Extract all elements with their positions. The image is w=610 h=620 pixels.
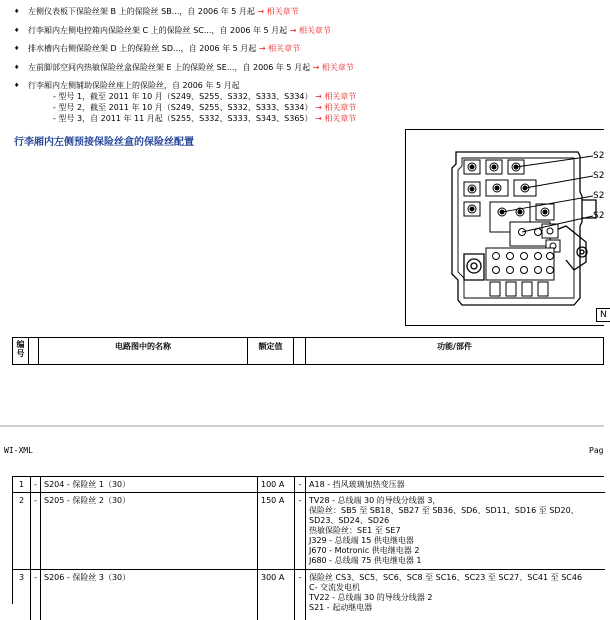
bullet-marker: ♦ [14,8,20,15]
cell-num: 2 [13,493,31,569]
cell-dash: - [31,570,41,620]
arrow-icon: → [289,26,297,35]
function-line: J329 - 总线端 15 供电继电器 [309,536,414,545]
function-line: J680 - 总线端 75 供电继电器 1 [309,556,422,565]
bullet-item [14,25,331,36]
header-name: 电路图中的名称 [39,338,248,364]
cell-name: S205 - 保险丝 2（30） [41,493,258,569]
sub-item [28,102,356,113]
function-line: J670 - Motronic 供电继电器 2 [309,546,420,555]
diagram-id-label: N [596,308,610,322]
fuse-box-drawing [406,130,605,327]
header-rating: 额定值 [248,338,294,364]
arrow-icon: → [312,63,320,72]
arrow-icon: → [258,44,266,53]
bullet-marker: ♦ [14,27,20,34]
cell-dash: - [31,477,41,492]
bullet-item [14,43,300,54]
cell-num: 1 [13,477,31,492]
bullet-text: 行李厢内左侧辅助保险丝座上的保险丝，自 2006 年 5 月起 [28,81,240,90]
bullet-item [14,80,356,124]
sub-item-text: - 型号 3，自 2011 年 11 月起（S255、S332、S333、S343、S365） [53,114,313,123]
function-line: C- 交流发电机 [309,583,361,592]
callout-label: S2 [593,171,605,181]
sub-item [28,91,356,102]
fuse-table [12,476,604,612]
cell-rating: 100 A [258,477,295,492]
related-chapter-link[interactable]: 相关章节 [266,7,299,16]
function-line: 保险丝 CS3、SC5、SC6、SC8 至 SC16、SC23 至 SC27、SC41 至 SC46 [309,573,583,582]
bullet-marker: ♦ [14,45,20,52]
fuse-box-diagram [405,129,607,326]
table-row [13,493,605,570]
related-chapter-link[interactable]: 相关章节 [298,26,331,35]
bullet-marker: ♦ [14,64,20,71]
callout-label: S2 [593,151,605,161]
bullet-text: 左前脚部空间内热敏保险丝盒保险丝架 E 上的保险丝 SE...，自 2006 年 5 月起 [28,63,311,72]
page-separator [0,425,604,427]
cell-dash: - [295,477,306,492]
callout-label: S2 [593,211,605,221]
footer-page: Pag [589,446,604,455]
cell-function [306,570,605,620]
bullet-text: 排水槽内右侧保险丝架 D 上的保险丝 SD...，自 2006 年 5 月起 [28,44,257,53]
cell-dash: - [31,493,41,569]
related-chapter-link[interactable]: 相关章节 [324,103,357,112]
bullet-text: 左侧仪表板下保险丝架 B 上的保险丝 SB...，自 2006 年 5 月起 [28,7,255,16]
bullet-text: 行李厢内左侧电控箱内保险丝架 C 上的保险丝 SC...，自 2006 年 5 月起 [28,26,288,35]
cell-rating: 300 A [258,570,295,620]
cell-name: S206 - 保险丝 3（30） [41,570,258,620]
related-chapter-link[interactable]: 相关章节 [268,44,301,53]
cell-function [306,477,605,492]
related-chapter-link[interactable]: 相关章节 [324,92,357,101]
function-line: TV22 - 总线端 30 的导线分线器 2 [309,593,433,602]
related-chapter-link[interactable]: 相关章节 [321,63,354,72]
header-num: 编号 [13,338,29,364]
arrow-icon: → [315,92,322,101]
arrow-icon: → [257,7,265,16]
header-spacer [294,338,306,364]
function-line: SD23、SD24、SD26 [309,516,390,525]
bullet-item [14,62,354,73]
cell-num: 3 [13,570,31,620]
cell-dash: - [295,493,306,569]
table-row [13,570,605,620]
related-chapter-link[interactable]: 相关章节 [324,114,357,123]
arrow-icon: → [315,114,322,123]
table-header [12,337,604,365]
function-line: 热敏保险丝：SE1 至 SE7 [309,526,401,535]
table-row [13,477,605,493]
header-function: 功能/部件 [306,338,604,364]
arrow-icon: → [315,103,322,112]
function-line: TV28 - 总线端 30 的导线分线器 3， [309,496,441,505]
sub-item-text: - 型号 2，截至 2011 年 10 月（S249、S255、S332、S333、S334） [53,103,313,112]
header-spacer [29,338,39,364]
cell-function [306,493,605,569]
cell-name: S204 - 保险丝 1（30） [41,477,258,492]
cell-dash: - [295,570,306,620]
callout-label: S2 [593,191,605,201]
sub-item-text: - 型号 1，截至 2011 年 10 月（S249、S255、S332、S333、S334） [53,92,313,101]
function-line: 保险丝：SB5 至 SB18、SB27 至 SB36、SD6、SD11、SD16 至 SD20、 [309,506,579,515]
function-line: S21 - 起动继电器 [309,603,373,612]
sub-item [28,113,356,124]
function-line: A18 - 挡风玻璃加热变压器 [309,480,405,489]
bullet-marker: ♦ [14,82,20,89]
cell-rating: 150 A [258,493,295,569]
footer-source: WI-XML [4,446,33,455]
section-title: 行李厢内左侧预接保险丝盒的保险丝配置 [14,137,194,148]
bullet-item [14,6,299,17]
